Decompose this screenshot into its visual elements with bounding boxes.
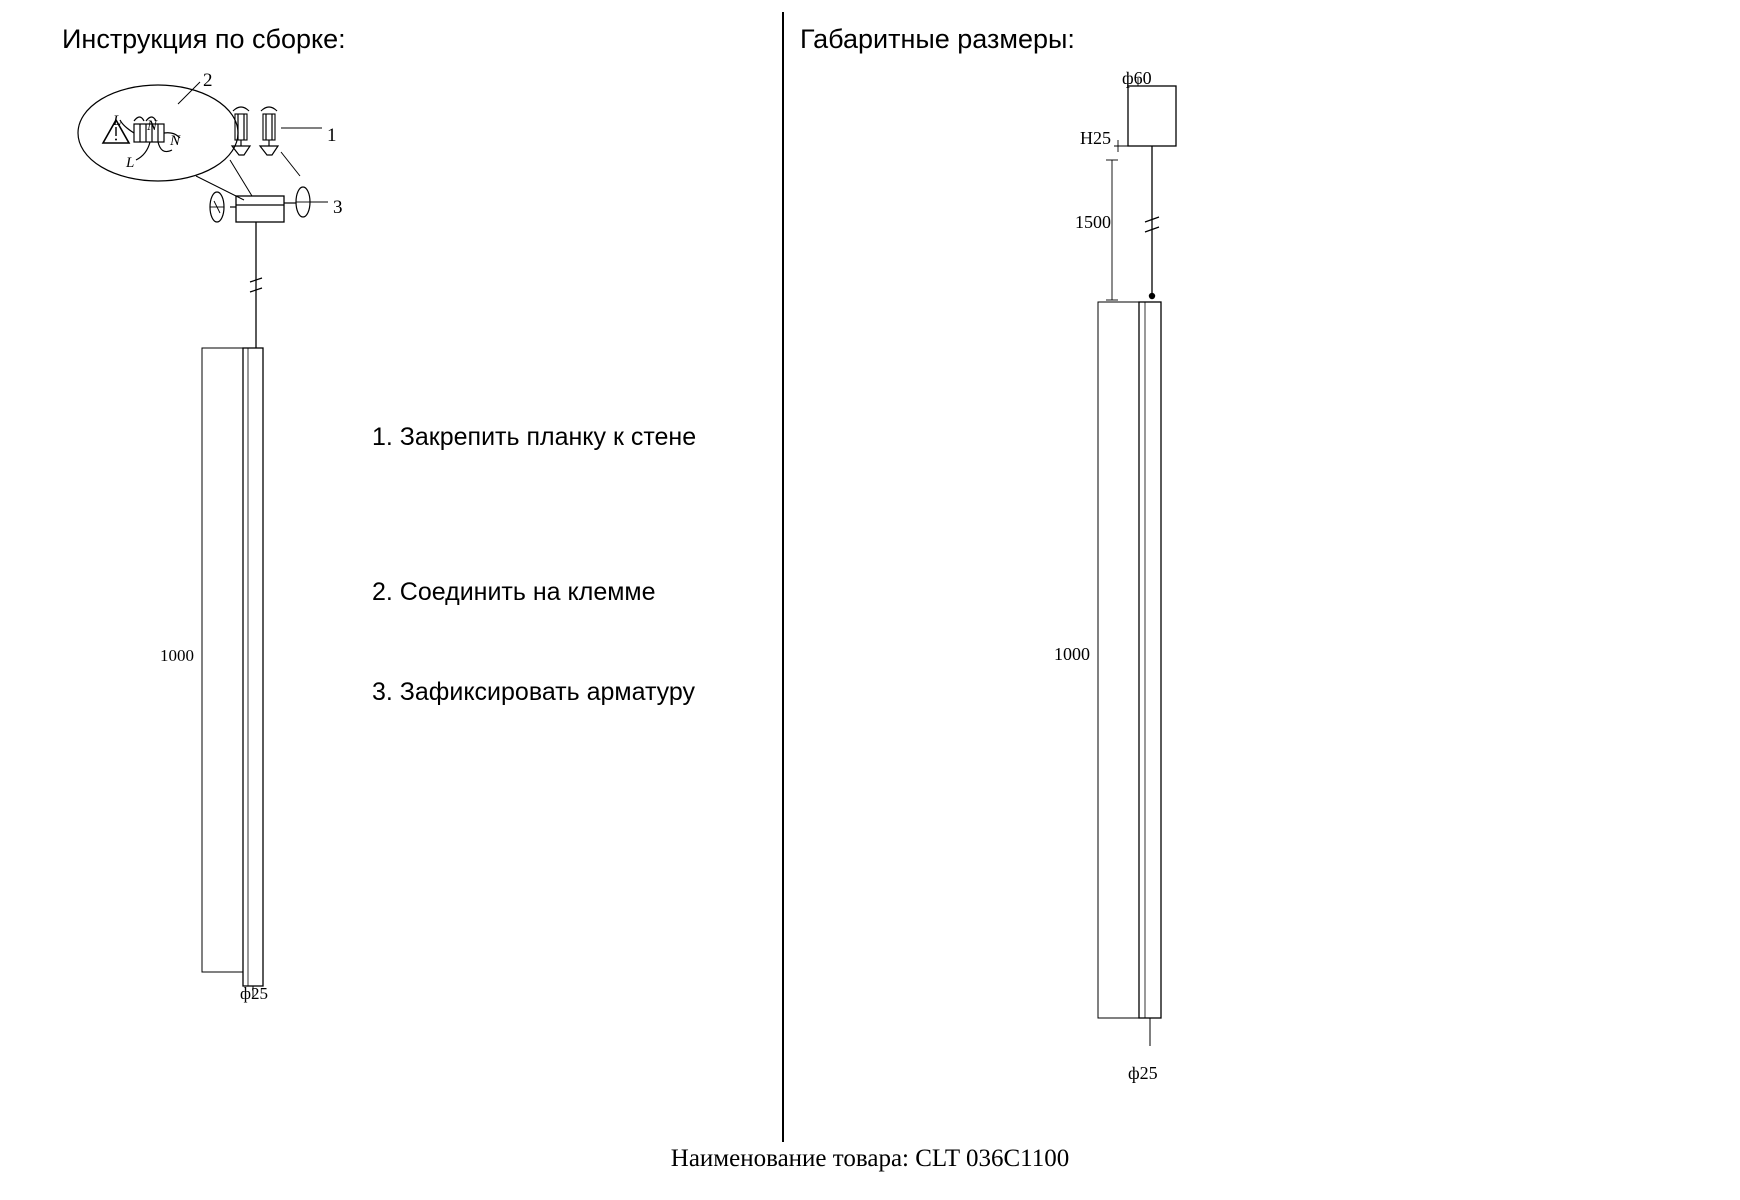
screw-pair-icon: [232, 107, 278, 155]
dimension-left-body-length: 1000: [160, 646, 194, 665]
wire-label-n-top: N: [147, 118, 158, 134]
dimension-suspension-length: 1500: [1075, 212, 1111, 232]
assembly-step-3: 3. Зафиксировать арматуру: [372, 678, 696, 706]
wire-label-l-top: L: [113, 113, 122, 129]
left-section-heading: Инструкция по сборке:: [62, 24, 346, 54]
product-name-footer: Наименование товара: CLT 036C1100: [670, 1145, 1070, 1172]
magnifier-leader-line-a: [230, 160, 252, 196]
wire-label-n-right: N: [170, 133, 181, 149]
callout-2-leader: [178, 82, 200, 104]
dimensional-drawing-right: [900, 0, 1600, 1120]
length-dimension-outline-right: [1098, 302, 1139, 1018]
assembly-step-1: 1. Закрепить планку к стене: [372, 423, 697, 451]
assembly-step-2: 2. Соединить на клемме: [372, 578, 656, 606]
dimension-canopy-height: H25: [1080, 128, 1111, 148]
length-dimension-outline: [202, 348, 243, 972]
section-divider: [782, 12, 784, 1142]
right-section-heading: Габаритные размеры:: [800, 24, 1075, 54]
canopy-box: [1128, 86, 1176, 146]
pendant-tube-body: [243, 348, 263, 986]
pendant-tube-body-right: [1139, 302, 1161, 1018]
callout-label-1: 1: [327, 125, 337, 146]
dimension-right-diameter: ф25: [1128, 1063, 1158, 1083]
dimension-right-body-length: 1000: [1054, 644, 1090, 664]
assembly-diagram-left: [0, 0, 780, 1100]
dimension-canopy-diameter: ф60: [1122, 68, 1152, 88]
callout-label-2: 2: [203, 70, 213, 91]
wire-label-l-bottom: L: [126, 155, 135, 171]
callout-label-3: 3: [333, 197, 343, 218]
dimension-left-diameter: ф25: [240, 984, 269, 1003]
